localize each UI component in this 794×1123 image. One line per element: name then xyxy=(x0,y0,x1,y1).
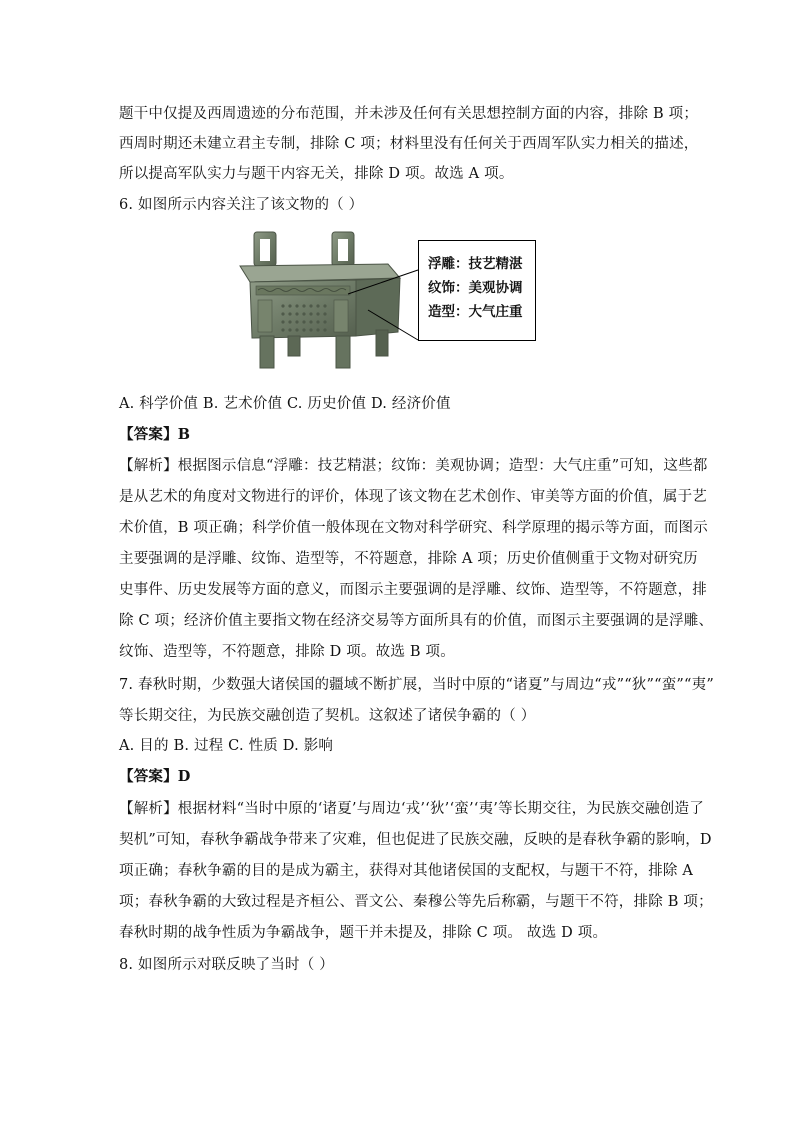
question-7-options: A. 目的 B. 过程 C. 性质 D. 影响 xyxy=(119,738,334,754)
analysis-line: 纹饰、造型等，不符题意，排除 D 项。故选 B 项。 xyxy=(119,644,455,660)
analysis-line: 【解析】根据图示信息“浮雕：技艺精湛；纹饰：美观协调；造型：大气庄重”可知，这些都 xyxy=(119,458,708,474)
question-6-options: A. 科学价值 B. 艺术价值 C. 历史价值 D. 经济价值 xyxy=(119,396,451,412)
text-line: 西周时期还未建立君主专制，排除 C 项；材料里没有任何关于西周军队实力相关的描述， xyxy=(119,136,699,152)
text-line: 题干中仅提及西周遗迹的分布范围，并未涉及任何有关思想控制方面的内容，排除 B 项； xyxy=(119,106,699,122)
analysis-line: 是从艺术的角度对文物进行的评价，体现了该文物在艺术创作、审美等方面的价值，属于艺 xyxy=(119,489,707,505)
callout-line-relief: 浮雕：技艺精湛 xyxy=(428,256,523,272)
analysis-line: 项正确；春秋争霸的目的是成为霸主，获得对其他诸侯国的支配权，与题干不符，排除 A xyxy=(119,863,694,879)
callout-line-pattern: 纹饰：美观协调 xyxy=(428,280,523,296)
analysis-line: 项；春秋争霸的大致过程是齐桓公、晋文公、秦穆公等先后称霸，与题干不符，排除 B 项； xyxy=(119,894,713,910)
question-6-stem: 6. 如图所示内容关注了该文物的（ ） xyxy=(119,197,364,213)
analysis-line: 史事件、历史发展等方面的意义，而图示主要强调的是浮雕、纹饰、造型等，不符题意，排 xyxy=(119,582,707,598)
analysis-line: 【解析】根据材料“当时中原的‘诸夏’与周边‘戎’‘狄’‘蛮’‘夷’等长期交往，为民族交融创造了 xyxy=(119,801,704,817)
answer-label: 【答案】B xyxy=(119,426,191,443)
question-8-stem: 8. 如图所示对联反映了当时（ ） xyxy=(119,957,334,973)
answer-label: 【答案】D xyxy=(119,768,191,785)
callout-box xyxy=(418,240,536,341)
question-7-stem: 7. 春秋时期，少数强大诸侯国的疆域不断扩展，当时中原的“诸夏”与周边“戎”“狄”“蛮”“夷” xyxy=(119,677,714,693)
analysis-line: 术价值，B 项正确；科学价值一般体现在文物对科学研究、科学原理的揭示等方面，而图示 xyxy=(119,520,708,536)
analysis-line: 契机”可知，春秋争霸战争带来了灾难，但也促进了民族交融，反映的是春秋争霸的影响，D xyxy=(119,832,712,848)
analysis-line: 主要强调的是浮雕、纹饰、造型等，不符题意，排除 A 项；历史价值侧重于文物对研究历 xyxy=(119,551,698,567)
text-line: 所以提高军队实力与题干内容无关，排除 D 项。故选 A 项。 xyxy=(119,166,514,182)
analysis-line: 春秋时期的战争性质为争霸战争，题干并未提及，排除 C 项。 故选 D 项。 xyxy=(119,925,608,941)
question-7-stem: 等长期交往，为民族交融创造了契机。这叙述了诸侯争霸的（ ） xyxy=(119,708,536,724)
analysis-line: 除 C 项；经济价值主要指文物在经济交易等方面所具有的价值，而图示主要强调的是浮雕、 xyxy=(119,613,714,629)
callout-line-shape: 造型：大气庄重 xyxy=(428,304,523,320)
artifact-figure xyxy=(238,226,538,374)
